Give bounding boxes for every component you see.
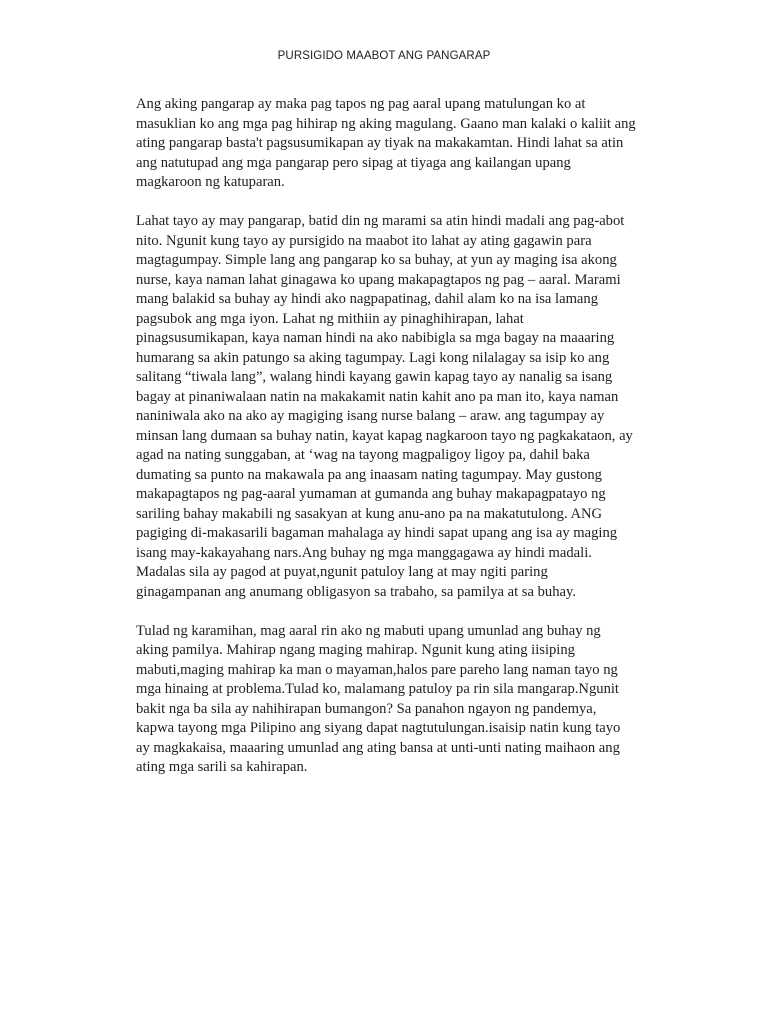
document-title: PURSIGIDO MAABOT ANG PANGARAP bbox=[277, 50, 491, 62]
paragraph-2: Lahat tayo ay may pangarap, batid din ng marami sa atin hindi madali ang pag-abot nito. Ngunit kung tayo ay pursigido na maabot ito lahat ay ating gagawin para magtagumpay. Simple lang ang pangarap ko sa buhay, at yun ay maging isa akong nurse, kaya naman lahat ginagawa ko upang makapagtapos ng pag – aaral. Marami mang balakid sa buhay ay hindi ako nagpapatinag, dahil alam ko na isa lamang pagsubok ang mga iyon. Lahat ng mithiin ay pinaghihirapan, lahat pinagsusumikapan, kaya naman hindi na ako nabibigla sa mga bagay na maaaring humarang sa akin patungo sa aking tagumpay. Lagi kong nilalagay sa isip ko ang salitang “tiwala lang”, walang hindi kayang gawin kapag tayo ay nanalig sa isang bagay at pinaniwalaan natin na makakamit natin kahit ano pa man ito, kaya naman naniniwala ako na ako ay magiging isang nurse balang – araw. ang tagumpay ay minsan lang dumaan sa buhay natin, kayat kapag nagkaroon tayo ng pagkakataon, ay agad na nating sunggaban, at ‘wag na tayong magpaligoy ligoy pa, dahil baka dumating sa punto na makawala pa ang inaasam nating tagumpay. May gustong makapagtapos ng pag-aaral yumaman at gumanda ang buhay makapagpatayo ng sariling bahay makabili ng sasakyan at kung anu-ano pa na makatutulong. ANG pagiging di-makasarili bagaman mahalaga ay hindi sapat upang ang isa ay maging isang may-kakayahang nars.Ang buhay ng mga manggagawa ay hindi madali. Madalas sila ay pagod at puyat,ngunit patuloy lang at may ngiti paring ginagampanan ang anumang obligasyon sa trabaho, sa pamilya at sa buhay. bbox=[136, 213, 633, 600]
paragraph-3: Tulad ng karamihan, mag aaral rin ako ng mabuti upang umunlad ang buhay ng aking pamilya. Mahirap ngang maging mahirap. Ngunit kung ating iisiping mabuti,maging mahirap ka man o mayaman,halos pare pareho lang naman tayo ng mga hinaing at problema.Tulad ko, malamang patuloy pa rin sila mangarap.Ngunit bakit nga ba sila ay nahihirapan bumangon? Sa panahon ngayon ng pandemya, kapwa tayong mga Pilipino ang siyang dapat nagtutulungan.isaisip natin kung tayo ay magkakaisa, maaaring umunlad ang ating bansa at unti-unti nating maihaon ang ating mga sarili sa kahirapan. bbox=[136, 622, 621, 775]
paragraph-1: Ang aking pangarap ay maka pag tapos ng pag aaral upang matulungan ko at masuklian ko ang mga pag hihirap ng aking magulang. Gaano man kalaki o kaliit ang ating pangarap basta't pagsusumikapan ay tiyak na makakamtan. Hindi lahat sa atin ang natutupad ang mga pangarap pero sipag at tiyaga ang kailangan upang magkaroon ng katuparan. bbox=[136, 96, 636, 190]
document-body bbox=[136, 95, 636, 778]
